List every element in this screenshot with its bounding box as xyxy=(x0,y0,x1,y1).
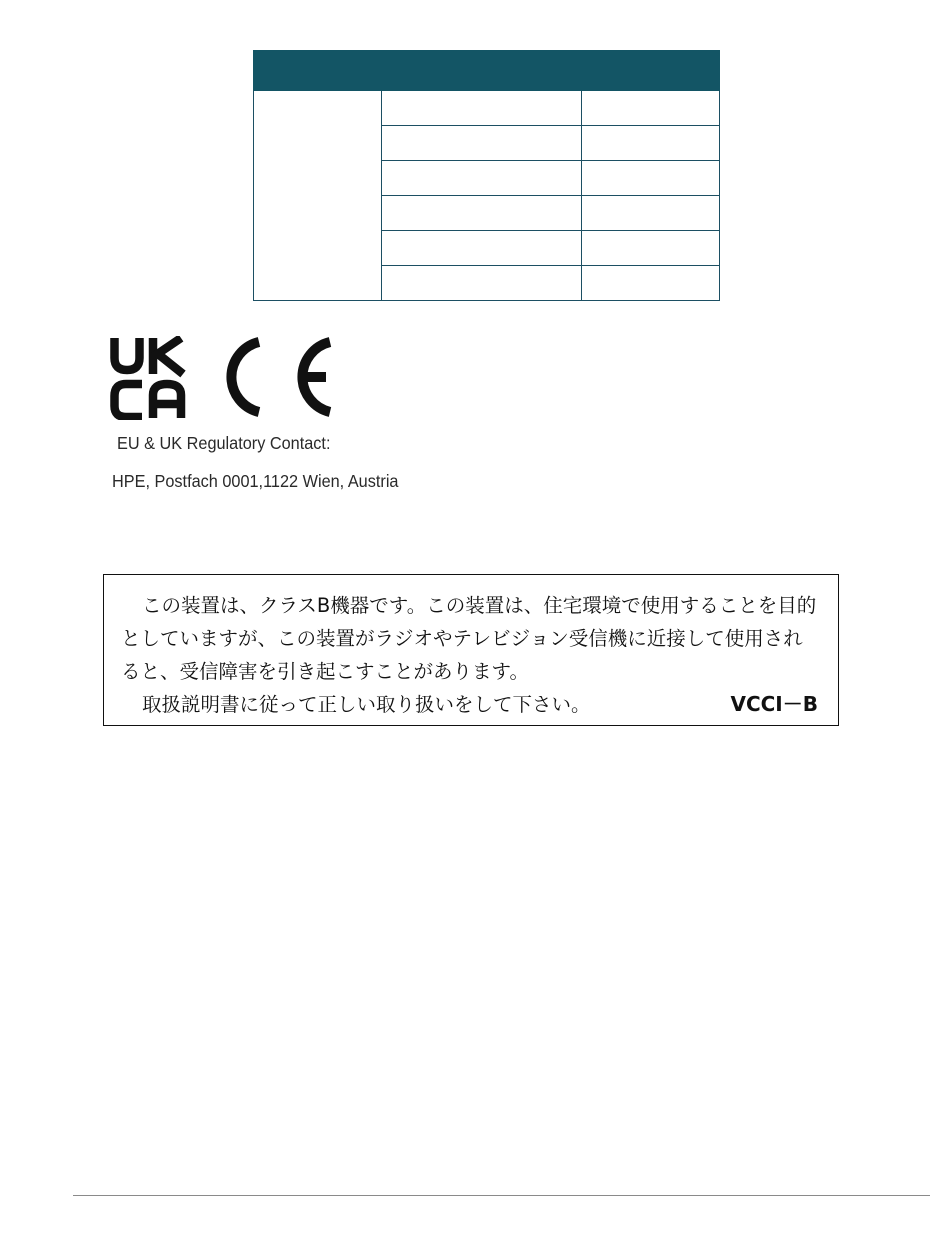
ce-mark-logo xyxy=(231,342,330,412)
conformity-marks xyxy=(108,336,338,420)
ukca-mark-logo xyxy=(115,338,184,418)
table-header-cell xyxy=(382,51,581,91)
table-cell xyxy=(581,126,719,161)
table-cell xyxy=(581,161,719,196)
table-header-cell xyxy=(581,51,719,91)
table-cell xyxy=(382,196,581,231)
table-cell xyxy=(382,91,581,126)
table-header-row xyxy=(254,51,720,91)
table-cell xyxy=(382,161,581,196)
table-cell xyxy=(581,196,719,231)
vcci-notice-line: この装置は、クラスB機器です。この装置は、住宅環境で使用することを目的 xyxy=(142,594,817,617)
table-cell xyxy=(254,91,382,301)
vcci-notice-line: ると、受信障害を引き起こすことがあります。 xyxy=(121,660,529,683)
vcci-class-code: VCCI－B xyxy=(730,692,818,716)
table-cell xyxy=(581,231,719,266)
vcci-notice-box xyxy=(103,574,839,726)
table-cell xyxy=(382,231,581,266)
table-cell xyxy=(581,91,719,126)
footer-divider xyxy=(73,1195,930,1196)
table-cell xyxy=(581,266,719,301)
regulatory-contact-address: HPE, Postfach 0001,1122 Wien, Austria xyxy=(112,471,399,491)
regulatory-contact-heading: EU & UK Regulatory Contact: xyxy=(117,433,331,453)
table-cell xyxy=(382,266,581,301)
table-header-cell xyxy=(254,51,382,91)
table-row xyxy=(254,91,720,126)
vcci-notice-line: としていますが、この装置がラジオやテレビジョン受信機に近接して使用され xyxy=(121,627,803,650)
spec-table xyxy=(253,50,720,301)
table-cell xyxy=(382,126,581,161)
conformity-marks-graphic xyxy=(108,336,338,420)
vcci-notice-line: 取扱説明書に従って正しい取り扱いをして下さい。 xyxy=(142,693,591,716)
